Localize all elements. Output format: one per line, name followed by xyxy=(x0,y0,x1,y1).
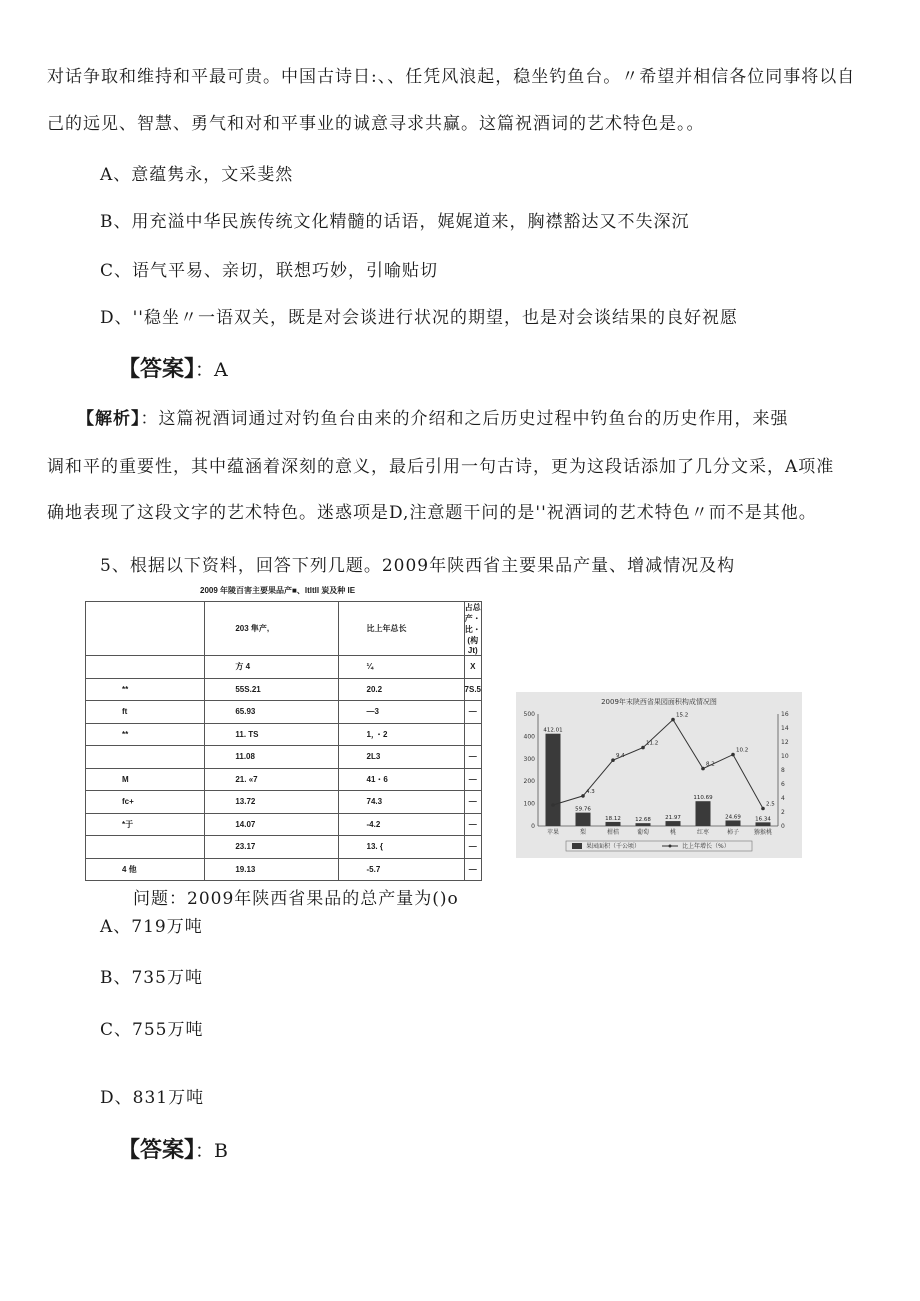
q5-answer-value: ：B xyxy=(195,1140,228,1162)
bar-label: 21.97 xyxy=(665,815,681,822)
growth-point xyxy=(701,767,705,771)
table-title: 2009 年陵百害主要果品产■、ltltll 炭及种 IE xyxy=(200,586,356,595)
legend-bar-label: 果园面积（千公顷） xyxy=(586,843,641,850)
table-cell: 方 4 xyxy=(205,656,338,679)
table-cell: fc+ xyxy=(86,791,205,814)
table-cell: — xyxy=(464,791,481,814)
q5-intro: 5、根据以下资料，回答下列几题。2009年陕西省主要果品产量、增减情况及构 xyxy=(100,556,736,576)
table-row xyxy=(86,791,482,814)
y-tick-right: 16 xyxy=(781,711,789,718)
table-cell: —3 xyxy=(338,701,464,724)
q4-option-c: C、语气平易、亲切，联想巧妙，引喻贴切 xyxy=(100,261,439,281)
table-cell: — xyxy=(464,858,481,881)
table-row xyxy=(86,746,482,769)
growth-point xyxy=(641,746,645,750)
x-tick-label: 猕猴桃 xyxy=(753,829,773,836)
bar xyxy=(576,813,591,826)
y-tick-right: 8 xyxy=(781,767,785,774)
x-tick-label: 红枣 xyxy=(696,829,710,836)
table-cell: ¼ xyxy=(338,656,464,679)
table-cell: — xyxy=(464,746,481,769)
growth-point xyxy=(551,803,555,807)
q4-answer xyxy=(118,352,228,383)
table-cell: ** xyxy=(86,723,205,746)
table-cell: 55S.21 xyxy=(205,678,338,701)
q4-option-b: B、用充溢中华民族传统文化精髓的话语，娓娓道来，胸襟豁达又不失深沉 xyxy=(100,212,690,232)
paragraph-line-2: 己的远见、智慧、勇气和对和平事业的诚意寻求共赢。这篇祝酒词的艺术特色是。。 xyxy=(47,114,705,134)
table-cell: 13.72 xyxy=(205,791,338,814)
table-cell: 74.3 xyxy=(338,791,464,814)
table-cell: 41・6 xyxy=(338,768,464,791)
table-cell: — xyxy=(464,768,481,791)
table-cell xyxy=(86,836,205,859)
y-tick-right: 4 xyxy=(781,795,785,802)
table-row xyxy=(86,768,482,791)
q5-option-a: A、719万吨 xyxy=(100,917,203,937)
q5-option-c: C、755万吨 xyxy=(100,1020,204,1040)
bar-label: 16.34 xyxy=(755,816,771,823)
y-tick-left: 300 xyxy=(523,755,535,763)
table-cell: M xyxy=(86,768,205,791)
x-tick-label: 苹果 xyxy=(546,829,560,836)
y-tick-right: 14 xyxy=(781,725,789,732)
table-cell: 21. «7 xyxy=(205,768,338,791)
bar xyxy=(606,822,621,826)
bar xyxy=(666,821,681,826)
bar xyxy=(636,823,651,826)
table-row xyxy=(86,656,482,679)
y-tick-left: 400 xyxy=(523,733,535,741)
table-cell: 4 他 xyxy=(86,858,205,881)
q4-option-a: A、意蕴隽永，文采斐然 xyxy=(100,165,294,185)
y-tick-left: 100 xyxy=(523,800,535,808)
y-tick-left: 200 xyxy=(523,778,535,786)
bar-label: 59.76 xyxy=(575,806,591,813)
q5-option-b: B、735万吨 xyxy=(100,968,203,988)
growth-label: 8.2 xyxy=(706,761,715,768)
table-cell: 23.17 xyxy=(205,836,338,859)
table-row xyxy=(86,678,482,701)
bar-label: 412.01 xyxy=(543,727,563,734)
table-row xyxy=(86,602,482,656)
growth-point xyxy=(581,794,585,798)
legend-bar-swatch xyxy=(572,843,582,849)
growth-point xyxy=(731,753,735,757)
table-cell xyxy=(86,746,205,769)
table-row xyxy=(86,723,482,746)
table-cell: 13. { xyxy=(338,836,464,859)
q5-question: 问题：2009年陕西省果品的总产量为()o xyxy=(133,889,459,909)
y-tick-right: 6 xyxy=(781,781,785,788)
table-cell: 20.2 xyxy=(338,678,464,701)
y-tick-right: 2 xyxy=(781,809,785,816)
bar-label: 18.12 xyxy=(605,815,621,822)
q5-option-d: D、831万吨 xyxy=(100,1088,205,1108)
x-tick-label: 柿子 xyxy=(726,829,740,836)
growth-label: 10.2 xyxy=(736,747,749,754)
table-cell: 14.07 xyxy=(205,813,338,836)
bar xyxy=(726,820,741,826)
bar xyxy=(696,801,711,826)
x-tick-label: 葡萄 xyxy=(636,829,650,836)
q4-analysis-label: 【解析】 xyxy=(77,409,141,429)
table-cell: 11.08 xyxy=(205,746,338,769)
table-cell xyxy=(464,723,481,746)
table-cell: X xyxy=(464,656,481,679)
bar-label: 12.68 xyxy=(635,817,651,824)
q5-answer xyxy=(118,1133,228,1164)
x-tick-label: 柑桔 xyxy=(606,829,620,836)
growth-label: 2.5 xyxy=(766,801,775,808)
table-row xyxy=(86,813,482,836)
table-cell: 2L3 xyxy=(338,746,464,769)
y-tick-left: 500 xyxy=(523,711,535,718)
table-cell: — xyxy=(464,836,481,859)
table-cell: ft xyxy=(86,701,205,724)
growth-point xyxy=(611,758,615,762)
y-tick-left: 0 xyxy=(531,823,535,830)
q4-option-d: D、''稳坐〃一语双关，既是对会谈进行状况的期望，也是对会谈结果的良好祝愿 xyxy=(100,308,738,328)
table-cell: — xyxy=(464,813,481,836)
table-cell: -5.7 xyxy=(338,858,464,881)
bar-label: 24.69 xyxy=(725,814,741,821)
table-row xyxy=(86,836,482,859)
table-cell xyxy=(86,656,205,679)
q5-answer-label: 【答案】 xyxy=(118,1138,196,1163)
x-tick-label: 桃 xyxy=(669,829,677,836)
table-row xyxy=(86,701,482,724)
table-cell: 65.93 xyxy=(205,701,338,724)
growth-point xyxy=(671,718,675,722)
paragraph-line-1: 对话争取和维持和平最可贵。中国古诗日:、、任凭风浪起，稳坐钓鱼台。〃希望并相信各位同事将以自 xyxy=(47,67,856,87)
table-cell: 203 隼产, xyxy=(205,602,338,656)
q4-answer-value: ：A xyxy=(195,359,228,381)
q4-analysis-text-1: ：这篇祝酒词通过对钓鱼台由来的介绍和之后历史过程中钓鱼台的历史作用，来强 xyxy=(140,409,789,429)
table-cell xyxy=(86,602,205,656)
fruit-production-table xyxy=(85,601,482,881)
table-cell: 1，・2 xyxy=(338,723,464,746)
table-cell: 19.13 xyxy=(205,858,338,881)
table-cell: *于 xyxy=(86,813,205,836)
bar xyxy=(546,734,561,826)
growth-point xyxy=(761,807,765,811)
y-tick-right: 12 xyxy=(781,739,789,746)
q4-analysis-line-2: 调和平的重要性，其中蕴涵着深刻的意义，最后引用一句古诗，更为这段话添加了几分文采，A项准 xyxy=(47,457,835,477)
table-cell: 7S.5 xyxy=(464,678,481,701)
table-cell: -4.2 xyxy=(338,813,464,836)
q4-analysis-line-3: 确地表现了这段文字的艺术特色。迷惑项是D,注意题干问的是''祝酒词的艺术特色〃而不是其他。 xyxy=(47,503,817,523)
growth-label: 4.3 xyxy=(586,788,595,795)
growth-label: 9.4 xyxy=(616,753,625,760)
q4-analysis-line-1 xyxy=(77,404,789,429)
legend-line-marker xyxy=(669,845,672,848)
y-tick-right: 10 xyxy=(781,753,789,760)
x-tick-label: 梨 xyxy=(579,829,587,836)
growth-label: 11.2 xyxy=(646,740,659,747)
chart-title: 2009年末陕西省果园面积构成情况图 xyxy=(601,698,717,706)
legend-line-label: 比上年增长（%） xyxy=(682,843,730,850)
table-row xyxy=(86,858,482,881)
table-cell: 占总产・比・(构 Jt) xyxy=(464,603,481,655)
table-cell: 11. TS xyxy=(205,723,338,746)
growth-label: 15.2 xyxy=(676,712,689,719)
table-cell: ** xyxy=(86,678,205,701)
bar xyxy=(756,822,771,826)
bar-label: 110.69 xyxy=(693,795,713,802)
table-cell: — xyxy=(464,701,481,724)
y-tick-right: 0 xyxy=(781,823,785,830)
q4-answer-label: 【答案】 xyxy=(118,357,196,382)
orchard-area-chart xyxy=(516,692,802,858)
table-cell: 比上年总长 xyxy=(338,602,464,656)
